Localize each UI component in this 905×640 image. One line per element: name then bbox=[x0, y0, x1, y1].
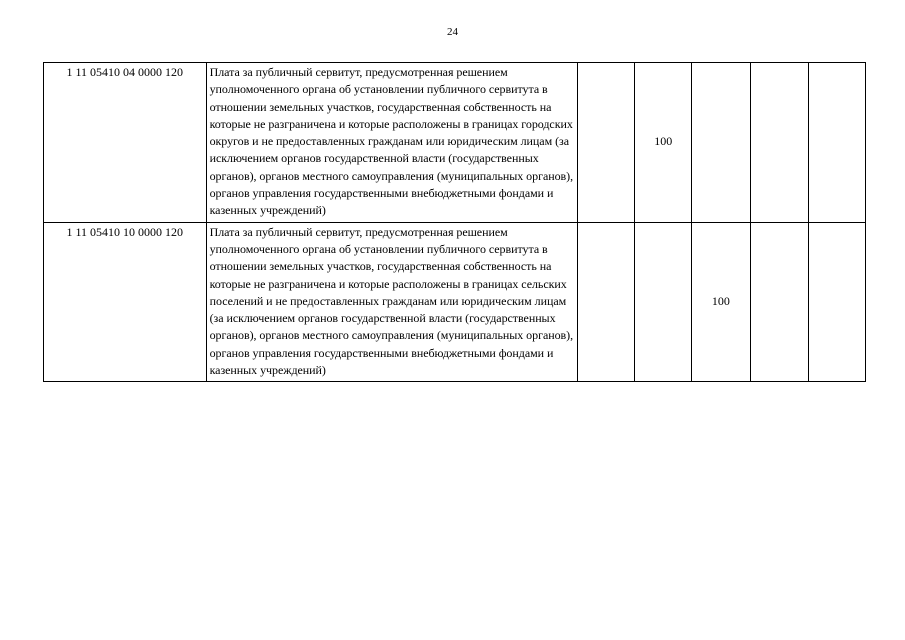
value-cell: 100 bbox=[635, 63, 692, 223]
table-row bbox=[44, 222, 866, 382]
value-cell bbox=[577, 63, 634, 223]
value-cell bbox=[750, 63, 808, 223]
value-cell bbox=[808, 222, 865, 382]
description-cell: Плата за публичный сервитут, предусмотренная решением уполномоченного органа об установлении публичного сервитута в отношении земельных участков, государственная собственность на которые не разграничена и которые расположены в границах городских округов и не предоставленных гражданам или юридическим лицам (за исключением органов государственной власти (государственных органов), органов местного самоуправления (муниципальных органов), органов управления государственными внебюджетными фондами и казенных учреждений) bbox=[206, 63, 577, 223]
code-cell: 1 11 05410 10 0000 120 bbox=[44, 222, 207, 382]
budget-table bbox=[43, 62, 866, 382]
value-cell: 100 bbox=[692, 222, 750, 382]
code-cell: 1 11 05410 04 0000 120 bbox=[44, 63, 207, 223]
description-cell: Плата за публичный сервитут, предусмотренная решением уполномоченного органа об установлении публичного сервитута в отношении земельных участков, государственная собственность на которые не разграничена и которые расположены в границах сельских поселений и не предоставленных гражданам или юридическим лицам (за исключением органов государственной власти (государственных органов), органов местного самоуправления (муниципальных органов), органов управления государственными внебюджетными фондами и казенных учреждений) bbox=[206, 222, 577, 382]
value-cell bbox=[750, 222, 808, 382]
value-cell bbox=[577, 222, 634, 382]
table-row bbox=[44, 63, 866, 223]
value-cell bbox=[692, 63, 750, 223]
value-cell bbox=[635, 222, 692, 382]
page-number: 24 bbox=[447, 26, 458, 38]
value-cell bbox=[808, 63, 865, 223]
